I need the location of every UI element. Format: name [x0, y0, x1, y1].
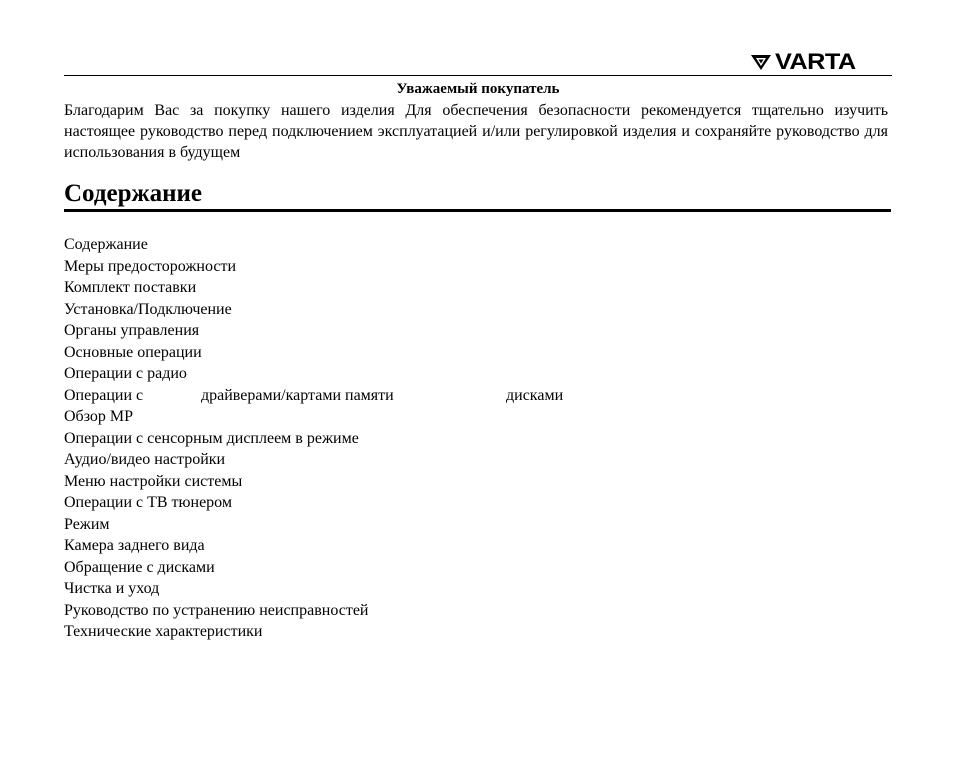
toc-item-segment: драйверами/картами памяти [201, 386, 394, 404]
toc-item[interactable] [64, 449, 884, 471]
table-of-contents [64, 234, 884, 643]
toc-item[interactable] [64, 578, 884, 600]
toc-item[interactable] [64, 621, 884, 643]
contents-divider [64, 209, 891, 212]
toc-item[interactable] [64, 342, 884, 364]
intro-paragraph: Благодарим Вас за покупку нашего изделия Для обеспечения безопасности рекомендуется тщательно изучить настоящее руководство перед подключением эксплуатацией и/или регулировкой изделия и сохраняйте руководство для использования в будущем [64, 102, 888, 161]
toc-item-label: Режим [64, 515, 110, 533]
toc-item-label: Органы управления [64, 322, 200, 339]
toc-item-label: Руководство по устранению неисправностей [64, 601, 369, 619]
toc-item[interactable] [64, 514, 884, 536]
toc-item[interactable] [64, 535, 884, 557]
contents-heading: Содержание [64, 180, 203, 207]
greeting-title: Уважаемый покупатель [396, 81, 560, 97]
toc-item-label: Меры предосторожности [64, 257, 237, 275]
toc-item[interactable] [64, 363, 884, 385]
toc-item[interactable] [64, 471, 884, 493]
toc-item-label: Операции с ТВ тюнером [64, 494, 232, 511]
toc-item[interactable] [64, 428, 884, 450]
toc-item[interactable] [64, 600, 884, 622]
brand-logo [750, 48, 892, 76]
toc-item[interactable] [64, 256, 884, 278]
toc-item[interactable] [64, 385, 884, 407]
header-divider [64, 75, 892, 76]
toc-item-label: Операции с радио [64, 365, 187, 382]
toc-item-label: Чистка и уход [64, 580, 160, 597]
toc-item-label: Установка/Подключение [64, 300, 232, 318]
brand-name: VARTA [775, 49, 856, 74]
toc-item[interactable] [64, 234, 884, 256]
toc-item-label: Обращение с дисками [64, 558, 215, 576]
toc-item-segment: дисками [506, 386, 564, 404]
toc-item[interactable] [64, 320, 884, 342]
toc-item-label: Комплект поставки [64, 279, 197, 296]
toc-item-label: Обзор MP [64, 408, 134, 425]
toc-item-label: Содержание [64, 236, 148, 253]
toc-item-label: Основные операции [64, 343, 202, 361]
toc-item[interactable] [64, 406, 884, 428]
toc-item[interactable] [64, 557, 884, 579]
toc-item-label: Технические характеристики [64, 623, 263, 640]
toc-item-label: Меню настройки системы [64, 472, 243, 490]
toc-item-label: Операции с сенсорным дисплеем в режиме [64, 429, 359, 447]
toc-item-label: Аудио/видео настройки [64, 451, 226, 468]
varta-shield-icon [750, 53, 772, 71]
toc-item[interactable] [64, 492, 884, 514]
toc-item-segment: Операции с [64, 386, 144, 404]
toc-item[interactable] [64, 277, 884, 299]
toc-item[interactable] [64, 299, 884, 321]
toc-item-label: Камера заднего вида [64, 537, 205, 554]
